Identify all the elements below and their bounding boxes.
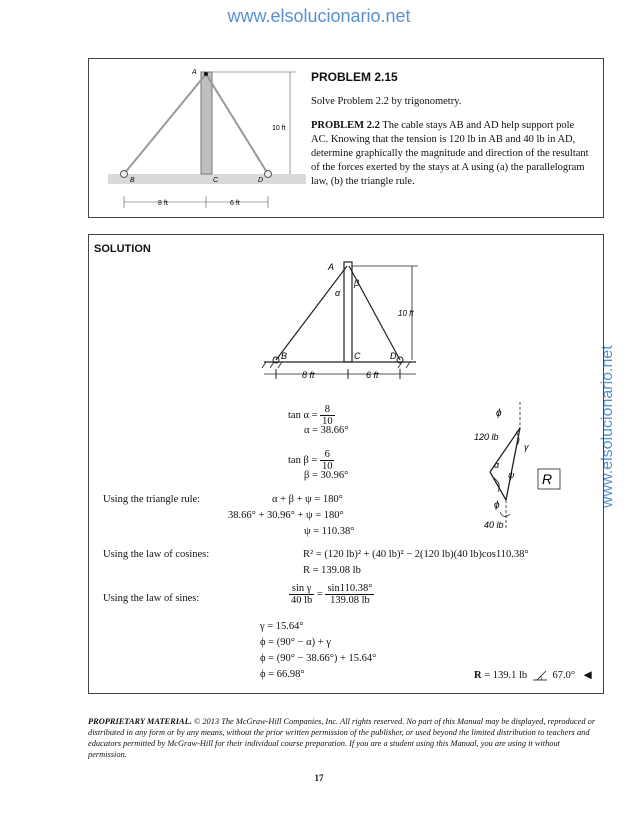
ground — [108, 174, 306, 184]
sketch-label-c: C — [354, 351, 361, 361]
answer-marker-icon: ◀ — [583, 670, 592, 681]
sin-frac-2 — [325, 583, 374, 606]
sketch-label-a: A — [328, 262, 335, 272]
phi-eq2: ϕ = (90° − 38.66°) + 15.64° — [260, 653, 377, 664]
tan-beta-num: 6 — [320, 449, 335, 461]
tan-alpha-num: 8 — [320, 404, 335, 416]
problem-ref — [311, 119, 589, 189]
phi-top: ϕ — [496, 408, 502, 419]
sketch-stay-ab — [276, 266, 347, 360]
anchor-d — [265, 171, 272, 178]
t2-label: 40 lb — [484, 520, 504, 530]
answer-value: = 139.1 lb — [481, 670, 528, 681]
tan-beta-lhs: tan β = — [288, 454, 318, 466]
watermark-top[interactable]: www.elsolucionario.net — [227, 6, 411, 26]
cosines-label: Using the law of cosines: — [103, 549, 210, 560]
sin-frac-1 — [289, 583, 314, 606]
tan-alpha-frac — [320, 404, 335, 427]
tri-eq3: ψ = 110.38° — [304, 526, 355, 537]
problem-ref-line-1: The cable stays AB and AD help support pole — [382, 120, 575, 131]
sin-den-1: 40 lb — [291, 595, 313, 606]
final-answer — [474, 669, 592, 681]
height-label: 10 ft — [272, 125, 286, 132]
tri-eq2: 38.66° + 30.96° + ψ = 180° — [228, 510, 344, 521]
sketch-label-d: D — [390, 351, 397, 361]
problem-title: PROBLEM 2.15 — [311, 70, 398, 84]
watermark-side[interactable]: www.elsolucionario.net — [599, 345, 616, 508]
psi-label: ψ — [508, 470, 515, 480]
problem-statement: Solve Problem 2.2 by trigonometry. — [311, 96, 462, 107]
vector-40 — [490, 472, 506, 500]
r-label: R — [542, 471, 553, 487]
sin-num-1: sin γ — [289, 583, 314, 595]
stay-ab — [124, 74, 206, 174]
sketch-label-b: B — [281, 351, 288, 361]
problem-ref-line-2: AC. Knowing that the tension is 120 lb in AB and 40 lb in AD, — [311, 134, 576, 145]
label-c: C — [213, 177, 219, 184]
angle-arrow-icon — [532, 670, 548, 681]
tan-beta-den: 10 — [321, 461, 333, 472]
answer-angle: 67.0° — [552, 670, 576, 681]
alpha-value: α = 38.66° — [304, 425, 349, 436]
phi-eq3: ϕ = 66.98° — [260, 669, 305, 680]
point-a — [204, 72, 208, 76]
problem-ref-line-3: determine graphically the magnitude and direction of the — [311, 148, 550, 159]
beta-value: β = 30.96° — [304, 470, 349, 481]
label-b: B — [130, 177, 135, 184]
cos-eq2: R = 139.08 lb — [303, 565, 361, 576]
page-number: 17 — [314, 773, 324, 783]
cos-eq1: R² = (120 lb)² + (40 lb)² − 2(120 lb)(40 lb)cos110.38° — [303, 549, 529, 560]
tan-beta-frac — [320, 449, 335, 472]
phi-eq1: ϕ = (90° − α) + γ — [260, 637, 331, 648]
sketch-dim-left: 8 ft — [302, 370, 315, 380]
dim-left-label: 8 ft — [158, 200, 168, 207]
sin-equals: = — [316, 588, 323, 600]
problem-ref-line-5: parallelogram law, (b) the triangle rule. — [311, 162, 585, 187]
alpha-label: α — [494, 460, 500, 470]
sketch-alpha: α — [335, 288, 341, 298]
gamma-label: γ — [524, 442, 529, 452]
stay-ad — [206, 74, 268, 174]
t1-label: 120 lb — [474, 432, 499, 442]
sines-label: Using the law of sines: — [103, 593, 200, 604]
force-triangle — [468, 396, 600, 536]
triangle-rule-label: Using the triangle rule: — [103, 494, 201, 505]
sines-eq — [289, 583, 374, 606]
footer-text: © 2013 The McGraw-Hill Companies, Inc. All rights reserved. No part of this Manual may be displayed, reproduced or distributed in any form or by any means, without the prior written permission of the publisher, or used beyond the limited distribution to teachers and educators permitted by McGraw-Hill for their individual course preparation. If you are a student using this Manual, you are using it without permission. — [88, 717, 596, 759]
problem-ref-line-4: resultant of the forces exerted by the stays at A using (a) the — [311, 148, 589, 173]
phi-bottom: ϕ — [494, 500, 500, 511]
dim-right-label: 6 ft — [230, 200, 240, 207]
tan-alpha-den: 10 — [322, 416, 333, 427]
tan-beta — [288, 449, 334, 472]
sin-num-2: sin110.38° — [327, 583, 373, 594]
pole — [201, 72, 212, 174]
footer-bold: PROPRIETARY MATERIAL. — [88, 717, 192, 726]
problem-ref-title: PROBLEM 2.2 — [311, 120, 380, 131]
anchor-b — [121, 171, 128, 178]
sin-den-2: 139.08 lb — [330, 595, 370, 606]
problem-figure — [100, 62, 310, 212]
tri-eq1: α + β + ψ = 180° — [272, 494, 343, 505]
sketch-pole — [344, 262, 352, 362]
solution-heading: SOLUTION — [94, 243, 151, 255]
label-d: D — [258, 177, 264, 184]
sketch-dim-right: 6 ft — [366, 370, 379, 380]
tan-alpha — [288, 404, 335, 427]
solution-sketch — [256, 256, 426, 386]
answer-prefix: R — [474, 670, 482, 681]
gamma-value: γ = 15.64° — [260, 621, 304, 632]
sketch-height: 10 ft — [398, 309, 414, 318]
sketch-beta: β — [354, 278, 360, 288]
label-a: A — [192, 69, 197, 76]
tan-alpha-lhs: tan α = — [288, 409, 318, 421]
footer-notice — [88, 716, 598, 760]
